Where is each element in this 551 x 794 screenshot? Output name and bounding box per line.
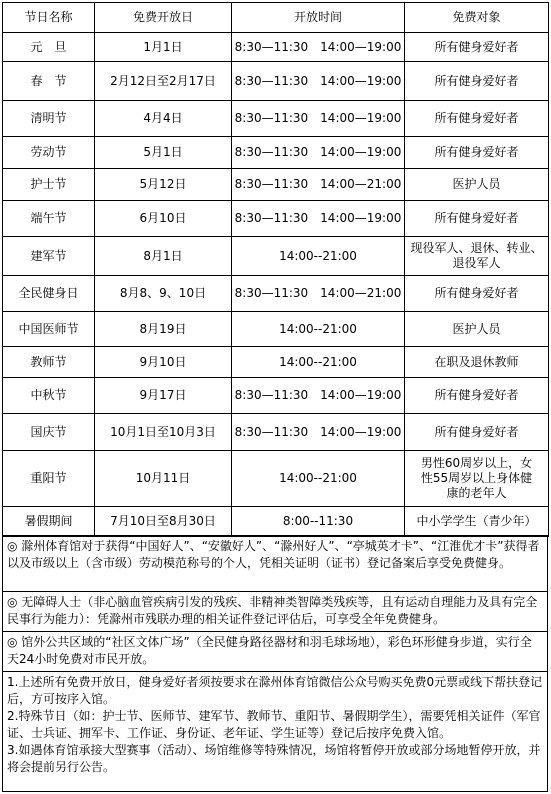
rule-1-text: 1.上述所有免费开放日，健身爱好者须按要求在滁州体育馆微信公众号购买免费0元票或线下帮扶登记后，方可按序入馆。 xyxy=(7,675,543,706)
target-cell: 所有健身爱好者 xyxy=(405,33,549,62)
festival-name-cell: 建军节 xyxy=(3,237,95,276)
open-date-cell: 6月10日 xyxy=(95,201,232,237)
open-time-cell: 14:00--21:00 xyxy=(232,451,405,507)
open-time-cell: 8:30—11:30 14:00—19:00 xyxy=(232,33,405,62)
table-row xyxy=(3,451,549,507)
open-time-cell: 14:00--21:00 xyxy=(232,347,405,378)
open-time-cell: 8:00--11:30 xyxy=(232,507,405,537)
header-free-open-date: 免费开放日 xyxy=(95,3,232,33)
header-free-target: 免费对象 xyxy=(405,3,549,33)
open-time-cell: 8:30—11:30 14:00—19:00 xyxy=(232,62,405,101)
rule-2-text: 2.特殊节日（如：护士节、医师节、建军节、教师节、重阳节、暑假期学生），需要凭相关证件（军官证、士兵证、拥军卡、工作证、身份证、老年证、学生证等）登记后按序免费入馆。 xyxy=(7,709,541,740)
target-cell: 在职及退休教师 xyxy=(405,347,549,378)
rule-3-text: 3.如遇体育馆承接大型赛事（活动）、场馆维修等特殊情况，场馆将暂停开放或部分场地暂停开放，并将会提前另行公告。 xyxy=(7,743,541,774)
note-outdoor-plaza xyxy=(2,632,548,672)
notes-section xyxy=(2,535,548,792)
note-disabled-persons-text: ◎ 无障碍人士（非心脑血管疾病引发的残疾、非精神类智障类残疾等，且有运动自理能力及具有完全民事行为能力）：凭滁州市残联办理的相关证件登记评估后，可享受全年免费健身。 xyxy=(7,595,538,626)
festival-name-cell: 中秋节 xyxy=(3,378,95,414)
header-open-time: 开放时间 xyxy=(232,3,405,33)
table-header-row xyxy=(3,3,549,33)
open-time-cell: 8:30—11:30 14:00—19:00 xyxy=(232,378,405,414)
target-cell: 医护人员 xyxy=(405,169,549,201)
open-time-cell: 8:30—11:30 14:00—19:00 xyxy=(232,137,405,169)
table-row xyxy=(3,237,549,276)
table-row xyxy=(3,169,549,201)
open-date-cell: 8月8、9、10日 xyxy=(95,276,232,312)
open-date-cell: 2月12日至2月17日 xyxy=(95,62,232,101)
target-cell: 所有健身爱好者 xyxy=(405,201,549,237)
target-cell: 男性60周岁以上，女性55周岁以上身体健康的老年人 xyxy=(405,451,549,507)
open-time-cell: 14:00--21:00 xyxy=(232,237,405,276)
target-cell: 所有健身爱好者 xyxy=(405,414,549,451)
note-disabled-persons xyxy=(2,592,548,632)
open-time-cell: 14:00--21:00 xyxy=(232,312,405,347)
festival-name-cell: 中国医师节 xyxy=(3,312,95,347)
open-date-cell: 5月12日 xyxy=(95,169,232,201)
target-cell: 所有健身爱好者 xyxy=(405,276,549,312)
open-date-cell: 8月19日 xyxy=(95,312,232,347)
festival-name-cell: 全民健身日 xyxy=(3,276,95,312)
open-date-cell: 10月1日至10月3日 xyxy=(95,414,232,451)
festival-name-cell: 暑假期间 xyxy=(3,507,95,537)
festival-name-cell: 清明节 xyxy=(3,101,95,137)
free-opening-schedule-table xyxy=(2,2,549,537)
table-row xyxy=(3,414,549,451)
open-time-cell: 8:30—11:30 14:00—19:00 xyxy=(232,414,405,451)
open-time-cell: 8:30—11:30 14:00—19:00 xyxy=(232,201,405,237)
target-cell: 现役军人、退休、转业、退役军人 xyxy=(405,237,549,276)
table-row xyxy=(3,201,549,237)
open-time-cell: 8:30—11:30 14:00—19:00 xyxy=(232,101,405,137)
open-date-cell: 8月1日 xyxy=(95,237,232,276)
note-honorees-text: ◎ 滁州体育馆对于获得“中国好人”、“安徽好人”、“滁州好人”、“亭城英才卡”、“江淮优才卡”获得者以及市级以上（含市级）劳动模范称号的个人，凭相关证明（证书）登记备案后享受免费健身。 xyxy=(7,539,540,570)
festival-name-cell: 教师节 xyxy=(3,347,95,378)
open-date-cell: 9月10日 xyxy=(95,347,232,378)
table-row xyxy=(3,137,549,169)
festival-name-cell: 元 旦 xyxy=(3,33,95,62)
note-outdoor-plaza-text: ◎ 馆外公共区域的“社区文体广场”（全民健身路径器材和羽毛球场地），彩色环形健身步道，实行全天24小时免费对市民开放。 xyxy=(7,635,532,666)
target-cell: 所有健身爱好者 xyxy=(405,62,549,101)
table-row xyxy=(3,378,549,414)
target-cell: 所有健身爱好者 xyxy=(405,137,549,169)
festival-name-cell: 劳动节 xyxy=(3,137,95,169)
table-row xyxy=(3,276,549,312)
note-honorees xyxy=(2,535,548,592)
open-date-cell: 10月11日 xyxy=(95,451,232,507)
table-row xyxy=(3,101,549,137)
header-festival-name: 节日名称 xyxy=(3,3,95,33)
open-date-cell: 4月4日 xyxy=(95,101,232,137)
table-row xyxy=(3,62,549,101)
target-cell: 中小学学生（青少年） xyxy=(405,507,549,537)
festival-name-cell: 护士节 xyxy=(3,169,95,201)
open-time-cell: 8:30—11:30 14:00—21:00 xyxy=(232,276,405,312)
rules-section xyxy=(2,672,548,792)
target-cell: 医护人员 xyxy=(405,312,549,347)
table-row xyxy=(3,312,549,347)
table-row xyxy=(3,33,549,62)
festival-name-cell: 春 节 xyxy=(3,62,95,101)
target-cell: 所有健身爱好者 xyxy=(405,101,549,137)
open-date-cell: 7月10日至8月30日 xyxy=(95,507,232,537)
open-date-cell: 9月17日 xyxy=(95,378,232,414)
open-date-cell: 1月1日 xyxy=(95,33,232,62)
open-date-cell: 5月1日 xyxy=(95,137,232,169)
festival-name-cell: 国庆节 xyxy=(3,414,95,451)
table-row xyxy=(3,347,549,378)
open-time-cell: 8:30—11:30 14:00—21:00 xyxy=(232,169,405,201)
festival-name-cell: 端午节 xyxy=(3,201,95,237)
table-row xyxy=(3,507,549,537)
festival-name-cell: 重阳节 xyxy=(3,451,95,507)
target-cell: 所有健身爱好者 xyxy=(405,378,549,414)
